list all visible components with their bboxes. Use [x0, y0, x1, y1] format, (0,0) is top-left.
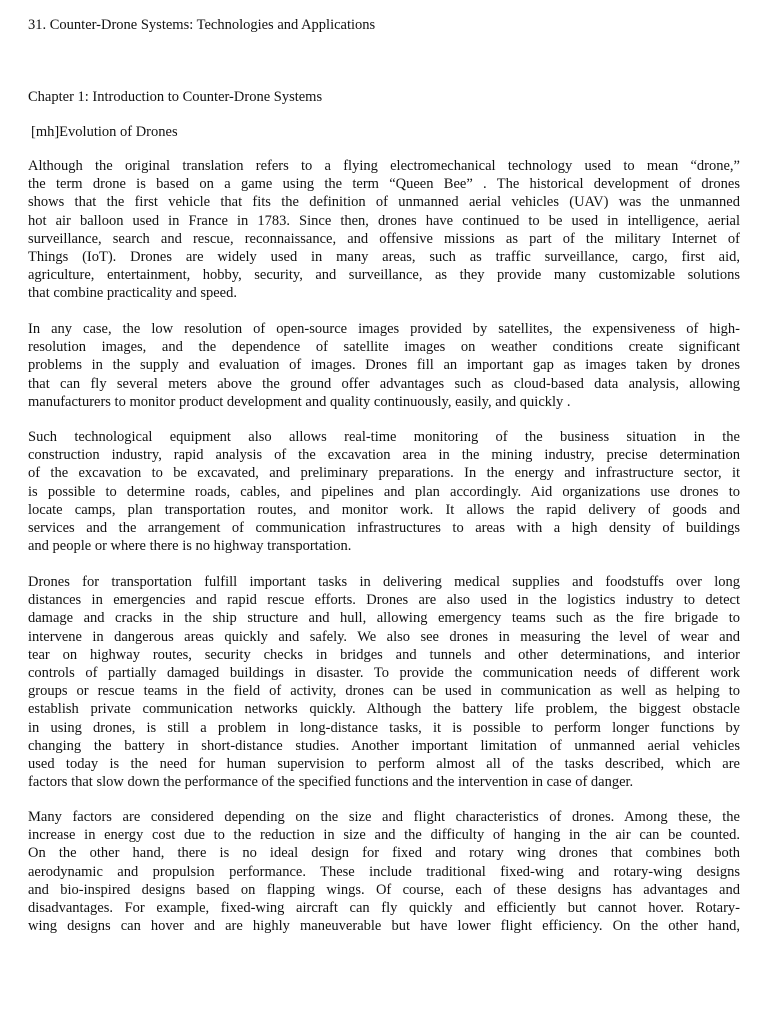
paragraph-line: On the other hand, there is no ideal design for fixed and rotary wing drones that combines both	[28, 845, 740, 862]
paragraph-line: services and the arrangement of communication infrastructures to areas with a high density of buildings	[28, 519, 740, 536]
paragraph-line: hot air balloon used in France in 1783. Since then, drones have continued to be used in intelligence, aerial	[28, 212, 740, 229]
paragraph-line: controls of partially damaged buildings in disaster. To provide the communication needs of different work	[28, 664, 740, 681]
paragraph-line: tear on highway routes, security checks in bridges and tunnels and other determinations, and interior	[28, 646, 740, 663]
paragraph-1	[28, 157, 740, 303]
paragraph-line: surveillance, search and rescue, reconnaissance, and offensive missions as part of the military Internet of	[28, 230, 740, 247]
paragraph-line: resolution images, and the dependence of satellite images on weather conditions create significant	[28, 339, 740, 356]
paragraph-3	[28, 428, 740, 555]
paragraph-line: distances in emergencies and rapid rescue efforts. Drones are also used in the logistics industry to detect	[28, 592, 740, 609]
paragraph-line: in using drones, is still a problem in long-distance tasks, it is possible to perform longer functions by	[28, 719, 740, 736]
paragraph-line: establish private communication networks quickly. Although the battery life problem, the biggest obstacle	[28, 701, 740, 718]
paragraph-line: and bio-inspired designs based on flapping wings. Of course, each of these designs has advantages and	[28, 881, 740, 898]
paragraph-line: wing designs can hover and are highly maneuverable but have lower flight efficiency. On the other hand,	[28, 918, 740, 935]
paragraph-line: intervene in dangerous areas quickly and safely. We also see drones in measuring the level of wear and	[28, 628, 740, 645]
paragraph-line: that combine practicality and speed.	[28, 285, 237, 302]
paragraph-line: manufacturers to monitor product development and quality continuously, easily, and quickly .	[28, 393, 571, 410]
paragraph-line: factors that slow down the performance of the specified functions and the intervention in case of danger.	[28, 774, 634, 791]
paragraph-line: In any case, the low resolution of open-source images provided by satellites, the expensiveness of high-	[28, 321, 740, 337]
paragraph-line: locate camps, plan transportation routes, and monitor work. It allows the rapid delivery of goods and	[28, 501, 740, 518]
chapter-title: Chapter 1: Introduction to Counter-Drone Systems	[28, 89, 323, 105]
paragraph-line: Although the original translation refers to a flying electromechanical technology used to mean “drone,”	[28, 158, 740, 174]
paragraph-line: shows that the first vehicle that fits the definition of unmanned aerial vehicles (UAV) was the unmanned	[28, 194, 740, 211]
paragraph-line: aerodynamic and propulsion performance. These include traditional fixed-wing and rotary-wing designs	[28, 863, 740, 880]
paragraph-line: is possible to determine roads, cables, and pipelines and plan accordingly. Aid organizations use drones to	[28, 483, 740, 500]
paragraph-line: that can fly several meters above the ground offer advantages such as cloud-based data analysis, allowing	[28, 375, 740, 392]
section-heading: [mh]Evolution of Drones	[31, 124, 178, 140]
paragraph-line: Drones for transportation fulfill important tasks in delivering medical supplies and foodstuffs over long	[28, 574, 740, 590]
paragraph-line: changing the battery in short-distance studies. Another important limitation of unmanned aerial vehicles	[28, 737, 740, 754]
paragraph-4	[28, 573, 740, 791]
paragraph-line: increase in energy cost due to the reduction in size and the difficulty of hanging in the air can be counted.	[28, 827, 740, 844]
paragraph-line: Many factors are considered depending on the size and flight characteristics of drones. Among these, the	[28, 809, 740, 825]
paragraph-line: agriculture, entertainment, hobby, security, and surveillance, as they provide many customizable solutions	[28, 267, 740, 284]
paragraph-line: groups or rescue teams in the field of activity, drones can be used in communication as well as helping to	[28, 683, 740, 700]
paragraph-line: the term drone is based on a game using the term “Queen Bee” . The historical development of drones	[28, 176, 740, 193]
paragraph-line: disadvantages. For example, fixed-wing aircraft can fly quickly and efficiently but cannot hover. Rotary-	[28, 899, 740, 916]
paragraph-line: and people or where there is no highway transportation.	[28, 538, 352, 555]
paragraph-line: used today is the need for human supervision to perform almost all of the tasks described, which are	[28, 755, 740, 772]
paragraph-5	[28, 808, 740, 935]
paragraph-line: of the excavation to be excavated, and preliminary preparations. In the energy and infrastructure sector, it	[28, 465, 740, 482]
paragraph-line: Such technological equipment also allows real-time monitoring of the business situation in the	[28, 429, 740, 445]
document-title: 31. Counter-Drone Systems: Technologies and Applications	[28, 17, 376, 33]
paragraph-line: damage and cracks in the ship structure and hull, allowing emergency teams such as the fire brigade to	[28, 610, 740, 627]
paragraph-line: construction industry, rapid analysis of the excavation area in the mining industry, precise determination	[28, 447, 740, 464]
paragraph-2	[28, 320, 740, 411]
paragraph-line: problems in the supply and evaluation of images. Drones fill an important gap as images taken by drones	[28, 357, 740, 374]
paragraph-line: Things (IoT). Drones are widely used in many areas, such as traffic surveillance, cargo, first aid,	[28, 248, 740, 265]
